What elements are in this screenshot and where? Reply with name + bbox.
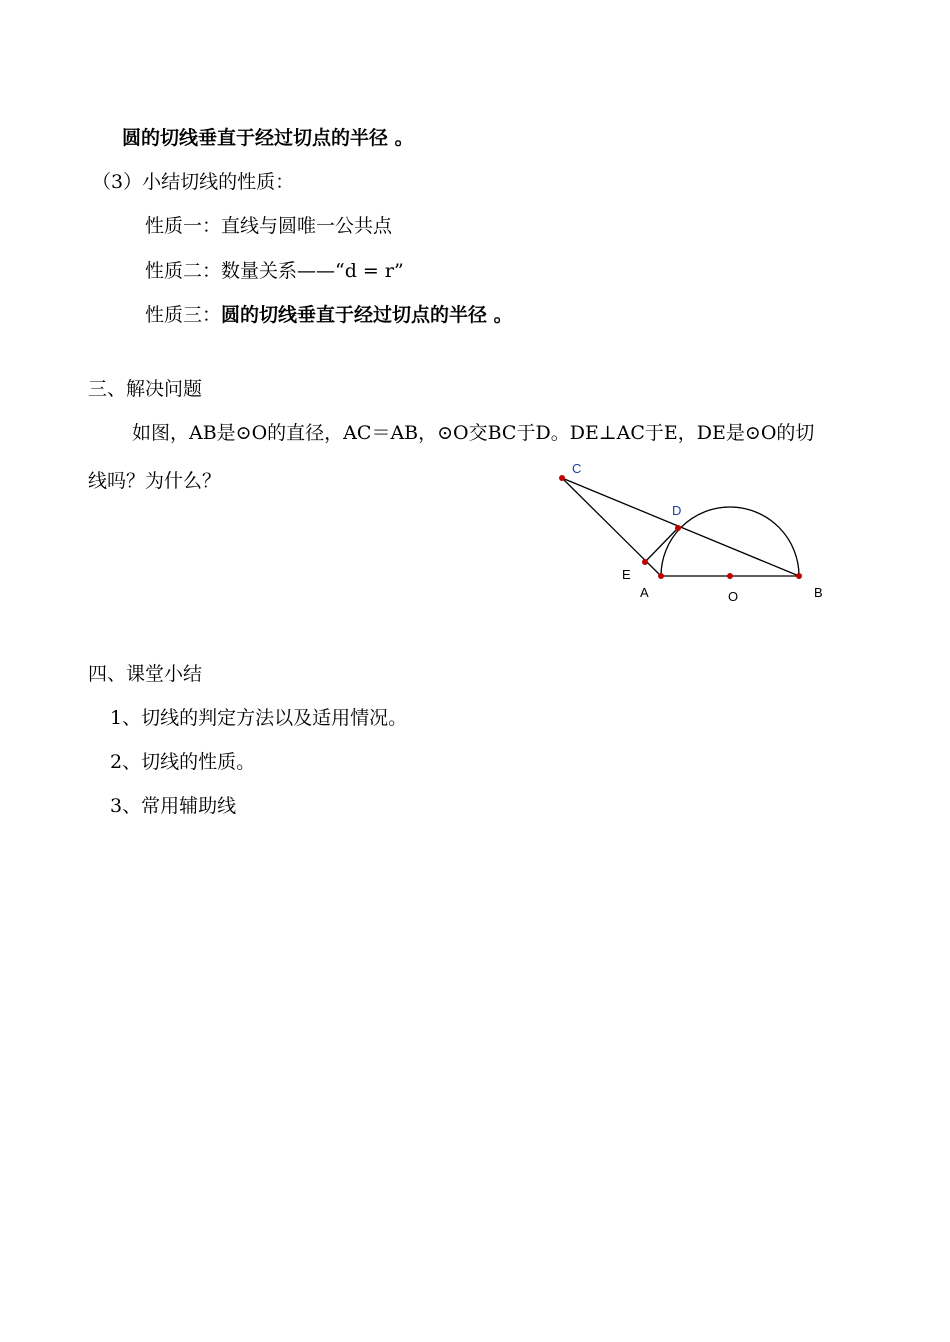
tangent-property-statement: 圆的切线垂直于经过切点的半径 。 [122, 127, 414, 149]
summary-item-1: 1、切线的判定方法以及适用情况。 [110, 707, 408, 729]
point-a [658, 573, 664, 579]
section-four-heading: 四、课堂小结 [88, 663, 203, 685]
point-d [675, 525, 681, 531]
summary-heading: （3）小结切线的性质： [92, 171, 295, 193]
section-three-heading: 三、解决问题 [88, 378, 203, 400]
point-b [796, 573, 802, 579]
semicircle-arc [661, 507, 799, 576]
property-three-prefix: 性质三： [145, 304, 222, 326]
label-d: D [672, 503, 682, 518]
label-b: B [814, 585, 823, 600]
property-one: 性质一：直线与圆唯一公共点 [145, 215, 393, 237]
segment-de [645, 528, 678, 562]
summary-item-2: 2、切线的性质。 [110, 751, 256, 773]
summary-item-3: 3、常用辅助线 [110, 795, 237, 817]
geometry-figure [540, 455, 840, 615]
label-o: O [728, 589, 739, 604]
property-three-text: 圆的切线垂直于经过切点的半径 。 [221, 304, 513, 326]
point-c [559, 475, 565, 481]
label-e: E [622, 567, 631, 582]
property-two: 性质二：数量关系——“d = r” [145, 260, 404, 282]
point-e [642, 559, 648, 565]
label-a: A [640, 585, 649, 600]
label-c: C [572, 461, 582, 476]
point-o [727, 573, 733, 579]
problem-line-2: 线吗？为什么？ [88, 470, 222, 492]
problem-line-1: 如图，AB是⊙O的直径，AC＝AB，⊙O交BC于D。DE⊥AC于E，DE是⊙O的切 [132, 422, 815, 444]
property-three [145, 302, 513, 328]
